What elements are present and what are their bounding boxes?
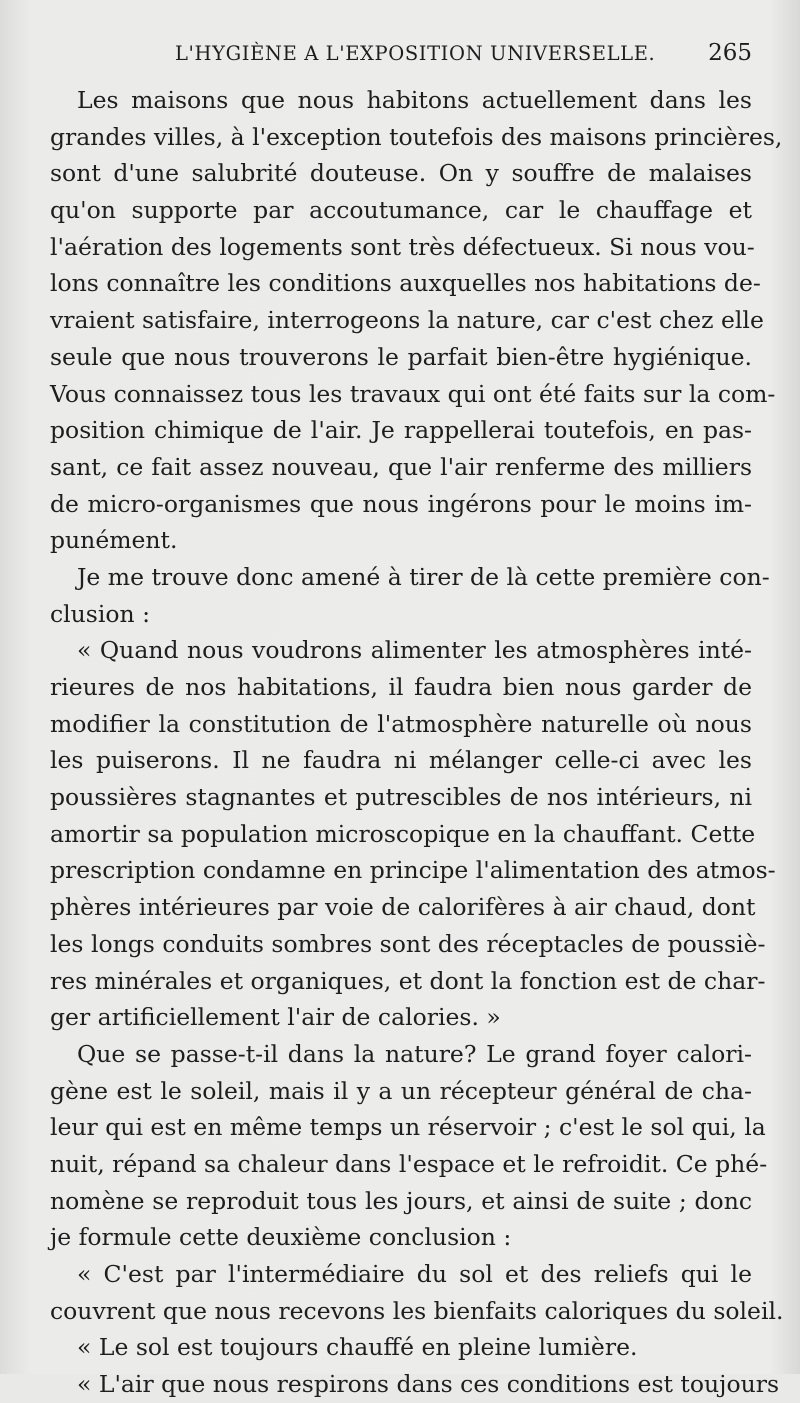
text-line: « Quand nous voudrons alimenter les atmosphères inté-	[77, 636, 752, 665]
text-line: « C'est par l'intermédiaire du sol et des reliefs qui le	[77, 1260, 752, 1288]
page-header	[175, 42, 752, 72]
text-line: grandes villes, à l'exception toutefois des maisons princières,	[50, 122, 783, 151]
text-line: seule que nous trouverons le parfait bien-être hygiénique.	[50, 342, 752, 371]
text-line: gène est le soleil, mais il y a un récepteur général de cha-	[50, 1076, 752, 1105]
text-line: couvrent que nous recevons les bienfaits caloriques du soleil.	[50, 1296, 784, 1325]
text-line: Que se passe-t-il dans la nature? Le grand foyer calori-	[77, 1039, 752, 1068]
text-line: vraient satisfaire, interrogeons la nature, car c'est chez elle	[50, 306, 764, 335]
text-line: phères intérieures par voie de calorifères à air chaud, dont	[50, 893, 756, 922]
text-line: clusion :	[50, 599, 151, 628]
text-line: qu'on supporte par accoutumance, car le chauffage et	[50, 196, 752, 225]
text-line: je formule cette deuxième conclusion :	[50, 1223, 512, 1252]
text-line: nomène se reproduit tous les jours, et ainsi de suite ; donc	[50, 1186, 752, 1215]
text-line: lons connaître les conditions auxquelles nos habitations de-	[50, 269, 761, 298]
text-line: de micro-organismes que nous ingérons pour le moins im-	[50, 489, 752, 518]
running-head: L'HYGIÈNE A L'EXPOSITION UNIVERSELLE.	[175, 42, 656, 65]
text-line: rieures de nos habitations, il faudra bien nous garder de	[50, 673, 752, 701]
text-line: Je me trouve donc amené à tirer de là cette première con-	[77, 562, 770, 591]
text-line: Vous connaissez tous les travaux qui ont été faits sur la com-	[50, 379, 776, 408]
text-line: l'aération des logements sont très défectueux. Si nous vou-	[50, 232, 755, 261]
text-line: punément.	[50, 526, 178, 555]
text-line: position chimique de l'air. Je rappellerai toutefois, en pas-	[50, 416, 752, 445]
text-line: poussières stagnantes et putrescibles de nos intérieurs, ni	[50, 783, 752, 812]
text-line: Les maisons que nous habitons actuellement dans les	[77, 86, 752, 114]
text-line: modifier la constitution de l'atmosphère naturelle où nous	[50, 709, 752, 738]
text-line: prescription condamne en principe l'alimentation des atmos-	[50, 856, 776, 885]
body-text	[50, 82, 784, 1403]
text-line: nuit, répand sa chaleur dans l'espace et le refroidit. Ce phé-	[50, 1149, 768, 1178]
text-line: sont d'une salubrité douteuse. On y souffre de malaises	[50, 159, 752, 188]
text-line: « L'air que nous respirons dans ces conditions est toujours	[77, 1370, 780, 1399]
text-line: les longs conduits sombres sont des réceptacles de poussiè-	[50, 929, 766, 958]
text-line: amortir sa population microscopique en la chauffant. Cette	[50, 819, 756, 848]
text-line: leur qui est en même temps un réservoir ; c'est le sol qui, la	[50, 1113, 766, 1142]
page-number: 265	[708, 40, 752, 66]
text-line: « Le sol est toujours chauffé en pleine lumière.	[77, 1333, 638, 1362]
text-line: les puiserons. Il ne faudra ni mélanger celle-ci avec les	[50, 746, 752, 775]
text-line: sant, ce fait assez nouveau, que l'air renferme des milliers	[50, 452, 752, 481]
text-line: ger artificiellement l'air de calories. »	[50, 1003, 501, 1032]
text-line: res minérales et organiques, et dont la fonction est de char-	[50, 966, 766, 995]
